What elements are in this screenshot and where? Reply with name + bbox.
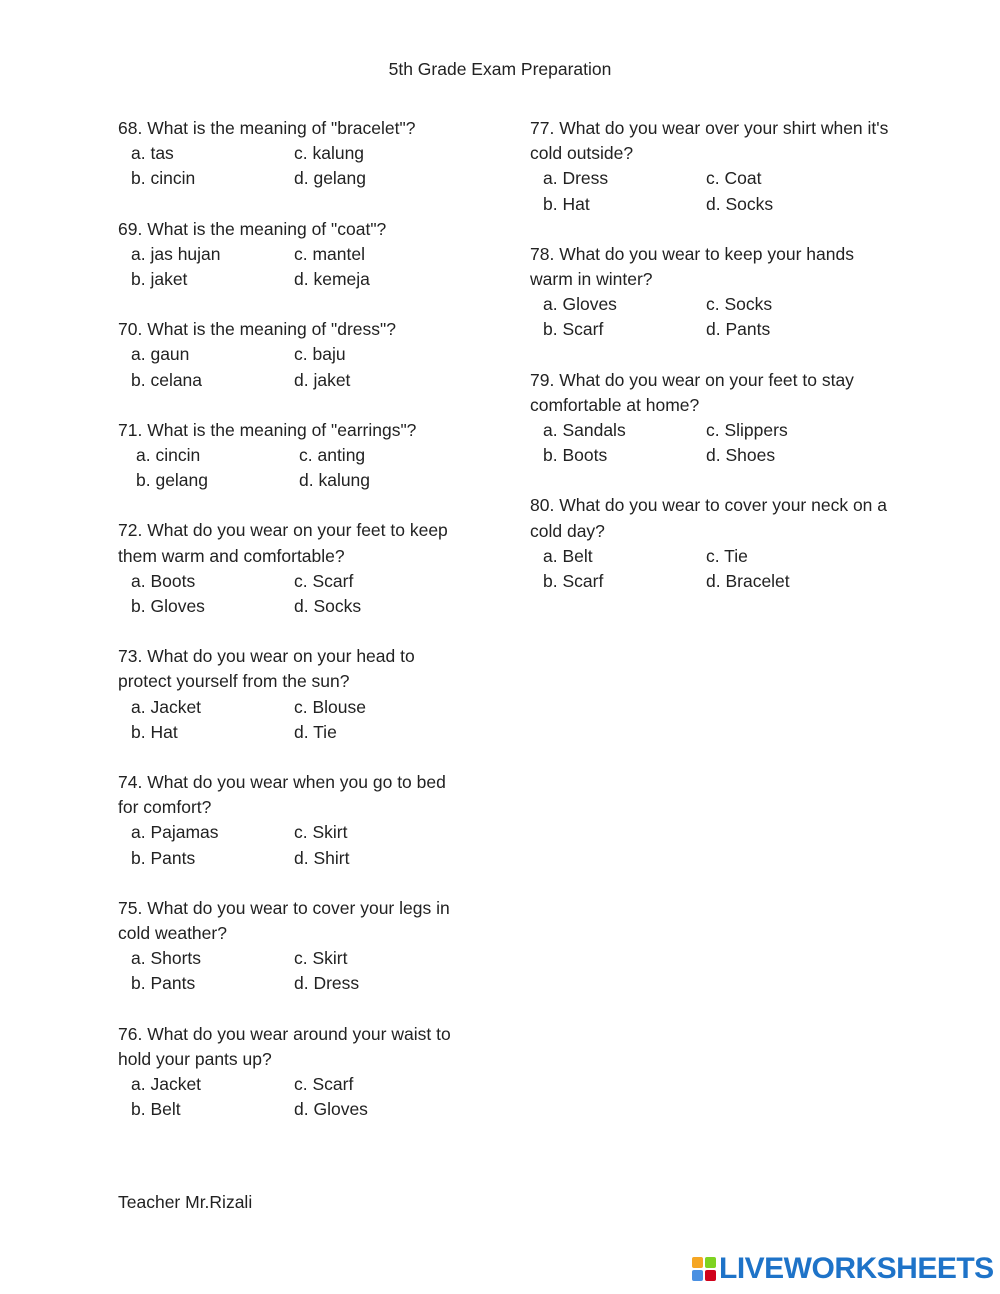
options (530, 292, 890, 342)
option-a: a. Boots (131, 570, 196, 591)
question-text: 72. What do you wear on your feet to keep them warm and comfortable? (118, 520, 448, 566)
question-71 (118, 418, 468, 494)
question-72 (118, 518, 468, 619)
options (118, 820, 468, 870)
option-b: b. Belt (131, 1099, 181, 1120)
option-b: b. Hat (543, 193, 590, 214)
option-c: c. baju (294, 344, 346, 365)
question-text: 70. What is the meaning of "dress"? (118, 319, 396, 340)
option-d: d. Socks (294, 596, 362, 617)
option-d: d. Pants (706, 319, 771, 340)
option-c: c. Scarf (294, 570, 354, 591)
brand-text: LIVEWORKSHEETS (719, 1252, 994, 1285)
options (118, 443, 468, 493)
question-text: 76. What do you wear around your waist to hold your pants up? (118, 1023, 451, 1069)
option-c: c. Socks (706, 294, 773, 315)
question-70 (118, 317, 468, 393)
teacher-signature: Teacher Mr.Rizali (118, 1192, 253, 1212)
option-a: a. Belt (543, 545, 593, 566)
question-text: 73. What do you wear on your head to protect yourself from the sun? (118, 646, 415, 692)
option-d: d. Socks (706, 193, 774, 214)
option-b: b. celana (131, 369, 203, 390)
question-text: 71. What is the meaning of "earrings"? (118, 419, 417, 440)
option-d: d. Bracelet (706, 571, 790, 592)
options (118, 1072, 468, 1122)
question-text: 77. What do you wear over your shirt when it's cold outside? (530, 118, 889, 164)
option-c: c. Skirt (294, 822, 348, 843)
options (118, 242, 468, 292)
options (118, 946, 468, 996)
question-74 (118, 770, 468, 871)
option-b: b. Scarf (543, 319, 604, 340)
option-a: a. Shorts (131, 948, 202, 969)
option-c: c. Coat (706, 168, 762, 189)
option-d: d. Shirt (294, 847, 350, 868)
option-b: b. Hat (131, 721, 178, 742)
option-a: a. jas hujan (131, 243, 221, 264)
options (118, 569, 468, 619)
option-d: d. Gloves (294, 1099, 368, 1120)
right-column (530, 116, 890, 619)
option-c: c. Slippers (706, 420, 788, 441)
option-b: b. jaket (131, 269, 188, 290)
question-77 (530, 116, 890, 217)
option-a: a. Pajamas (131, 822, 219, 843)
logo-block (692, 1270, 703, 1281)
left-column (118, 116, 468, 1148)
question-79 (530, 368, 890, 469)
question-69 (118, 217, 468, 293)
liveworksheets-logo[interactable] (692, 1252, 994, 1286)
option-c: c. Scarf (294, 1074, 354, 1095)
option-c: c. anting (299, 445, 366, 466)
option-c: c. mantel (294, 243, 365, 264)
question-text: 80. What do you wear to cover your neck on a cold day? (530, 495, 887, 541)
options (530, 544, 890, 594)
question-75 (118, 896, 468, 997)
option-a: a. Jacket (131, 1074, 202, 1095)
question-text: 75. What do you wear to cover your legs in cold weather? (118, 897, 450, 944)
options (118, 141, 468, 191)
option-b: b. Gloves (131, 596, 205, 617)
option-d: d. kemeja (294, 269, 370, 290)
question-78 (530, 242, 890, 343)
option-a: a. gaun (131, 344, 190, 365)
question-73 (118, 644, 468, 745)
option-a: a. cincin (136, 445, 201, 466)
option-d: d. kalung (299, 470, 371, 491)
logo-block (705, 1270, 716, 1281)
option-d: d. jaket (294, 369, 351, 390)
question-text: 78. What do you wear to keep your hands warm in winter? (530, 243, 854, 290)
option-b: b. Boots (543, 445, 608, 466)
option-a: a. Gloves (543, 294, 617, 315)
option-c: c. Tie (706, 545, 748, 566)
question-text: 69. What is the meaning of "coat"? (118, 218, 387, 239)
option-b: b. gelang (136, 470, 209, 491)
options (118, 695, 468, 745)
option-d: d. Tie (294, 721, 337, 742)
options (530, 166, 890, 216)
option-d: d. gelang (294, 168, 367, 189)
question-76 (118, 1022, 468, 1123)
question-text: 74. What do you wear when you go to bed for comfort? (118, 772, 446, 818)
option-d: d. Shoes (706, 445, 776, 466)
option-a: a. Jacket (131, 696, 202, 717)
logo-blocks-icon (692, 1257, 716, 1281)
option-b: b. Pants (131, 847, 196, 868)
question-80 (530, 493, 890, 594)
option-b: b. cincin (131, 168, 196, 189)
question-68 (118, 116, 468, 192)
option-b: b. Scarf (543, 571, 604, 592)
logo-block (705, 1257, 716, 1268)
option-a: a. Dress (543, 168, 609, 189)
option-c: c. Blouse (294, 696, 366, 717)
option-b: b. Pants (131, 973, 196, 994)
option-a: a. tas (131, 143, 174, 164)
page-title: 5th Grade Exam Preparation (388, 59, 612, 79)
option-d: d. Dress (294, 973, 360, 994)
question-text: 68. What is the meaning of "bracelet"? (118, 118, 416, 138)
option-a: a. Sandals (543, 420, 626, 441)
option-c: c. Skirt (294, 948, 348, 969)
option-c: c. kalung (294, 143, 365, 164)
options (118, 342, 468, 392)
question-text: 79. What do you wear on your feet to stay comfortable at home? (530, 369, 854, 415)
options (530, 418, 890, 468)
logo-block (692, 1257, 703, 1268)
